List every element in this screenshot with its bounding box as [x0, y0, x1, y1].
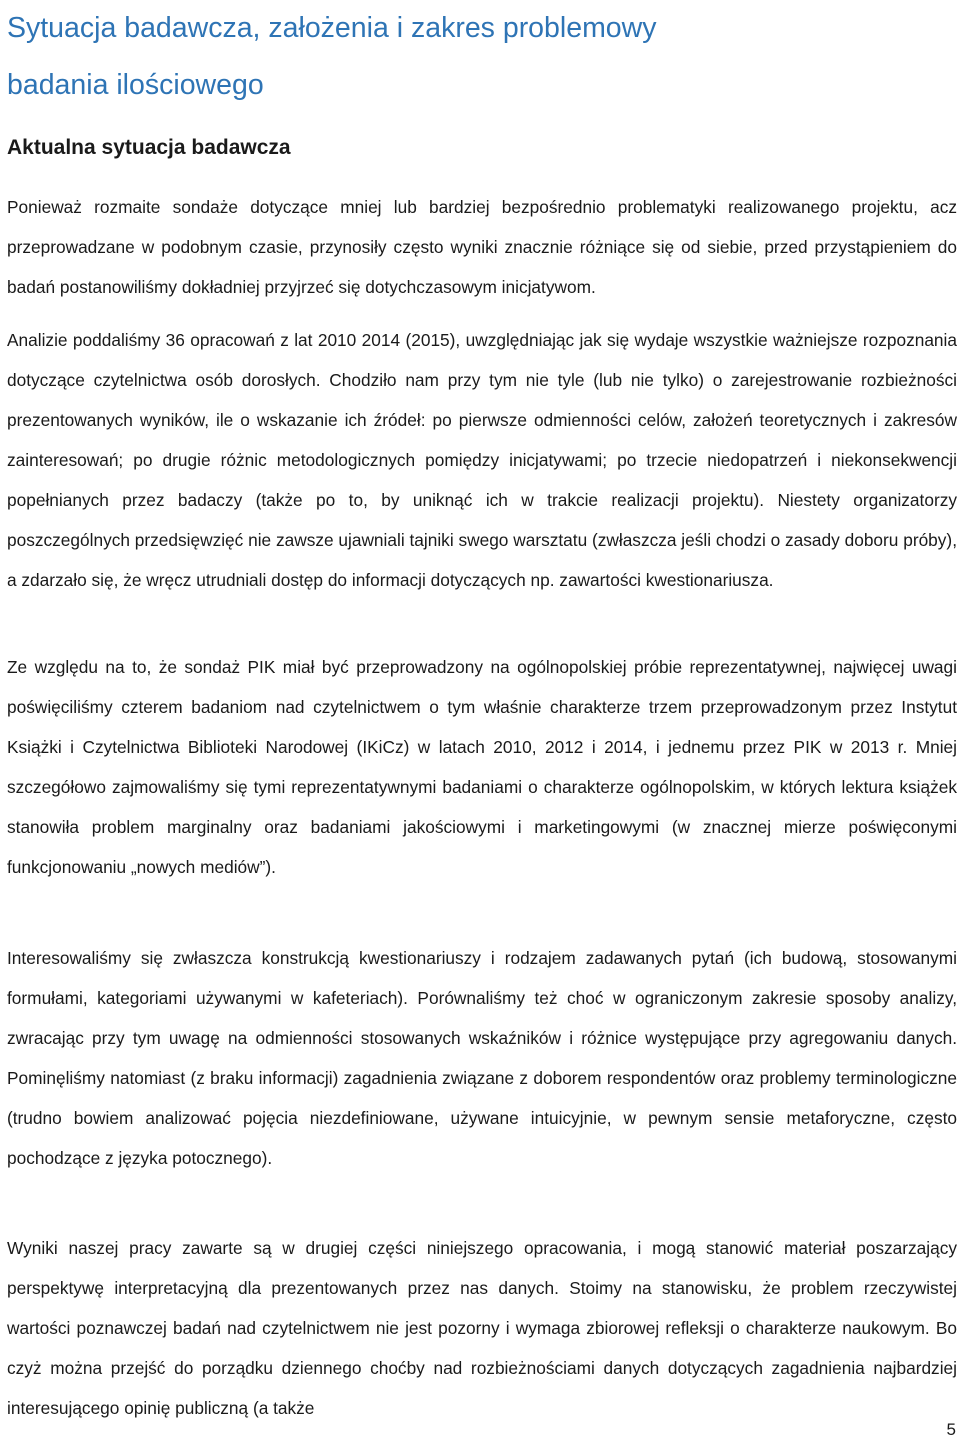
paragraph-4: Interesowaliśmy się zwłaszcza konstrukcją kwestionariuszy i rodzajem zadawanych pytań (ich budową, stosowanymi formułami, kategoriami używanymi w kafeteriach). Porównaliśmy też choć w ograniczonym zakresie sposoby analizy, zwracając przy tym uwagę na odmienności stosowanych wskaźników i różnice występujące przy agregowaniu danych. Pominęliśmy natomiast (z braku informacji) zagadnienia związane z doborem respondentów oraz problemy terminologiczne (trudno bowiem analizować pojęcia niezdefiniowane, używane intuicyjnie, w pewnym sensie metaforyczne, często pochodzące z języka potocznego).	[7, 948, 957, 1168]
title-line-1: Sytuacja badawcza, założenia i zakres problemowy	[7, 12, 657, 44]
document-title	[7, 0, 957, 114]
title-line-2: badania ilościowego	[7, 69, 264, 101]
paragraph-2: Analizie poddaliśmy 36 opracowań z lat 2010 2014 (2015), uwzględniając jak się wydaje wszystkie ważniejsze rozpoznania dotyczące czytelnictwa osób dorosłych. Chodziło nam przy tym nie tyle (lub nie tylko) o zarejestrowanie rozbieżności prezentowanych wyników, ile o wskazanie ich źródeł: po pierwsze odmienności celów, założeń teoretycznych i zakresów zainteresowań; po drugie różnic metodologicznych pomiędzy inicjatywami; po trzecie niedopatrzeń i niekonsekwencji popełnianych przez badaczy (także po to, by uniknąć ich w trakcie realizacji projektu). Niestety organizatorzy poszczególnych przedsięwzięć nie zawsze ujawniali tajniki swego warsztatu (zwłaszcza jeśli chodzi o zasady doboru próby), a zdarzało się, że wręcz utrudniali dostęp do informacji dotyczących np. zawartości kwestionariusza.	[7, 330, 957, 590]
page-number: 5	[946, 1420, 956, 1439]
paragraph-5: Wyniki naszej pracy zawarte są w drugiej części niniejszego opracowania, i mogą stanowić materiał poszarzający perspektywę interpretacyjną dla prezentowanych przez nas danych. Stoimy na stanowisku, że problem rzeczywistej wartości poznawczej badań nad czytelnictwem nie jest pozorny i wymaga zbiorowej refleksji o charakterze naukowym. Bo czyż można przejść do porządku dziennego choćby nad rozbieżnościami danych dotyczących zagadnienia najbardziej interesującego opinię publiczną (a także	[7, 1238, 957, 1418]
document-page	[7, 0, 957, 1418]
section-heading: Aktualna sytuacja badawcza	[7, 136, 291, 159]
paragraph-3: Ze względu na to, że sondaż PIK miał być przeprowadzony na ogólnopolskiej próbie reprezentatywnej, najwięcej uwagi poświęciliśmy czterem badaniom nad czytelnictwem o tym właśnie charakterze trzem przeprowadzonym przez Instytut Książki i Czytelnictwa Biblioteki Narodowej (IKiCz) w latach 2010, 2012 i 2014, i jednemu przez PIK w 2013 r. Mniej szczegółowo zajmowaliśmy się tymi reprezentatywnymi badaniami o charakterze ogólnopolskim, w których lektura książek stanowiła problem marginalny oraz badaniami jakościowymi i marketingowymi (w znacznej mierze poświęconymi funkcjonowaniu „nowych mediów”).	[7, 657, 957, 877]
paragraph-1: Ponieważ rozmaite sondaże dotyczące mniej lub bardziej bezpośrednio problematyki realizowanego projektu, acz przeprowadzane w podobnym czasie, przynosiły często wyniki znacznie różniące się od siebie, przed przystąpieniem do badań postanowiliśmy dokładniej przyjrzeć się dotychczasowym inicjatywom.	[7, 197, 957, 297]
